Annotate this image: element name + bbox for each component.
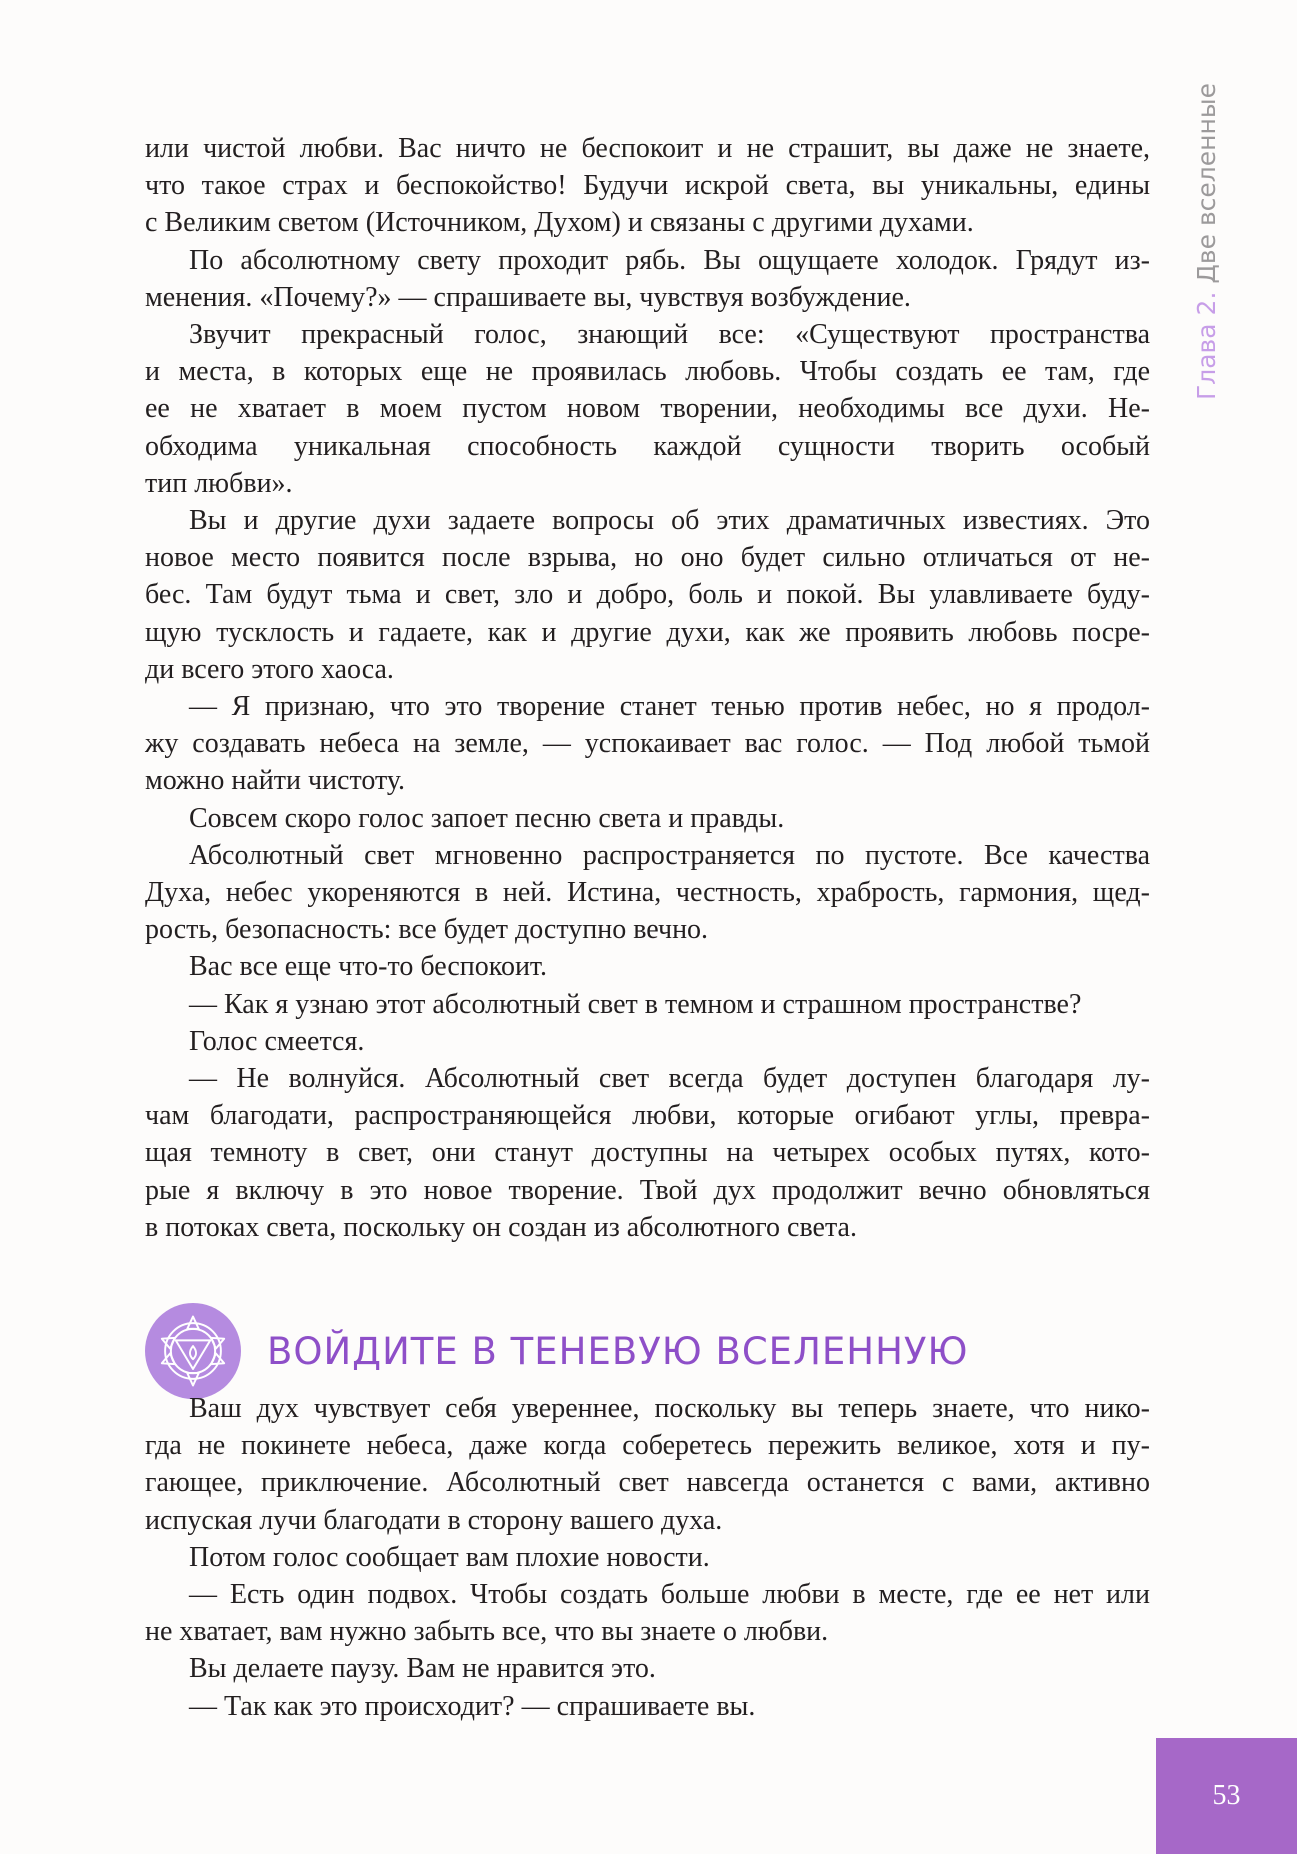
- text-line: и места, в которых еще не проявилась любовь. Чтобы создать ее там, где: [145, 356, 1150, 388]
- text-line: щая темноту в свет, они станут доступны на четырех особых путях, кото-: [145, 1137, 1150, 1169]
- text-line: новое место появится после взрыва, но оно будет сильно отличаться от не-: [145, 542, 1150, 574]
- text-line: в потоках света, поскольку он создан из абсолютного света.: [145, 1211, 857, 1243]
- paragraph: [145, 688, 1150, 800]
- text-line: гда не покинете небеса, даже когда соберетесь пережить великое, хотя и пу-: [145, 1430, 1150, 1462]
- text-line: Ваш дух чувствует себя увереннее, поскольку вы теперь знаете, что нико-: [189, 1393, 1150, 1424]
- paragraph: [145, 1023, 1150, 1060]
- paragraph: [145, 502, 1150, 688]
- page-number: 53: [1212, 1780, 1241, 1811]
- text-line: не хватает, вам нужно забыть все, что вы знаете о любви.: [145, 1616, 829, 1648]
- paragraph: [145, 948, 1150, 985]
- text-line: Вас все еще что-то беспокоит.: [189, 951, 548, 983]
- paragraph: [145, 242, 1150, 316]
- paragraph: [145, 1688, 1150, 1725]
- running-head-title: Две вселенные: [1192, 83, 1221, 284]
- text-line: тип любви».: [145, 467, 293, 499]
- body-text-before-heading: [145, 130, 1150, 1246]
- text-line: испуская лучи благодати в сторону вашего духа.: [145, 1504, 723, 1536]
- text-line: рые я включу в это новое творение. Твой дух продолжит вечно обновляться: [145, 1174, 1150, 1206]
- page-number-tab: [1156, 1738, 1297, 1854]
- text-line: обходима уникальная способность каждой сущности творить особый: [145, 430, 1150, 462]
- text-line: — Не волнуйся. Абсолютный свет всегда будет доступен благодаря лу-: [189, 1063, 1150, 1095]
- text-line: что такое страх и беспокойство! Будучи искрой света, вы уникальны, едины: [145, 170, 1150, 202]
- paragraph: [145, 1650, 1150, 1687]
- text-line: — Я признаю, что это творение станет тенью против небес, но я продол-: [189, 691, 1150, 723]
- text-line: — Так как это происходит? — спрашиваете вы.: [189, 1690, 756, 1722]
- text-line: Абсолютный свет мгновенно распространяется по пустоте. Все качества: [189, 839, 1150, 871]
- paragraph: [145, 1576, 1150, 1650]
- text-line: Совсем скоро голос запоет песню света и правды.: [189, 802, 785, 834]
- text-line: можно найти чистоту.: [145, 765, 406, 797]
- paragraph: [145, 316, 1150, 502]
- text-line: с Великим светом (Источником, Духом) и связаны с другими духами.: [145, 207, 974, 239]
- text-line: ее не хватает в моем пустом новом творении, необходимы все духи. Не-: [145, 393, 1150, 425]
- text-line: Духа, небес укореняются в ней. Истина, честность, храбрость, гармония, щед-: [145, 877, 1150, 909]
- paragraph: [145, 1539, 1150, 1576]
- paragraph: [145, 1390, 1150, 1539]
- paragraph: [145, 986, 1150, 1023]
- text-line: жу создавать небеса на земле, — успокаивает вас голос. — Под любой тьмой: [145, 728, 1150, 760]
- text-line: — Есть один подвох. Чтобы создать больше любви в месте, где ее нет или: [189, 1579, 1150, 1611]
- text-line: Вы делаете паузу. Вам не нравится это.: [189, 1653, 656, 1685]
- text-line: Звучит прекрасный голос, знающий все: «Существуют пространства: [189, 319, 1150, 351]
- text-line: чам благодати, распространяющейся любви, которые огибают углы, превра-: [145, 1100, 1150, 1132]
- running-head: [1192, 83, 1221, 400]
- section-title: ВОЙДИТЕ В ТЕНЕВУЮ ВСЕЛЕННУЮ: [267, 1329, 969, 1373]
- paragraph: [145, 800, 1150, 837]
- text-line: По абсолютному свету проходит рябь. Вы ощущаете холодок. Грядут из-: [189, 244, 1150, 276]
- paragraph: [145, 130, 1150, 242]
- text-line: рость, безопасность: все будет доступно вечно.: [145, 914, 709, 946]
- text-line: — Как я узнаю этот абсолютный свет в темном и страшном пространстве?: [189, 988, 1082, 1020]
- text-line: Вы и другие духи задаете вопросы об этих драматичных известиях. Это: [189, 505, 1150, 537]
- text-line: щую тусклость и гадаете, как и другие духи, как же проявить любовь посре-: [145, 616, 1150, 648]
- text-line: Голос смеется.: [189, 1025, 365, 1057]
- running-head-chapter: Глава 2.: [1192, 291, 1221, 400]
- text-line: бес. Там будут тьма и свет, зло и добро, боль и покой. Вы улавливаете буду-: [145, 579, 1150, 611]
- body-text-after-heading: [145, 1390, 1150, 1725]
- paragraph: [145, 1060, 1150, 1246]
- text-line: гающее, приключение. Абсолютный свет навсегда останется с вами, активно: [145, 1467, 1150, 1499]
- chakra-mandala-icon: [145, 1303, 241, 1399]
- text-line: Потом голос сообщает вам плохие новости.: [189, 1541, 710, 1573]
- text-line: менения. «Почему?» — спрашиваете вы, чувствуя возбуждение.: [145, 281, 911, 313]
- text-line: ди всего этого хаоса.: [145, 653, 394, 685]
- text-line: или чистой любви. Вас ничто не беспокоит и не страшит, вы даже не знаете,: [145, 133, 1150, 164]
- paragraph: [145, 837, 1150, 949]
